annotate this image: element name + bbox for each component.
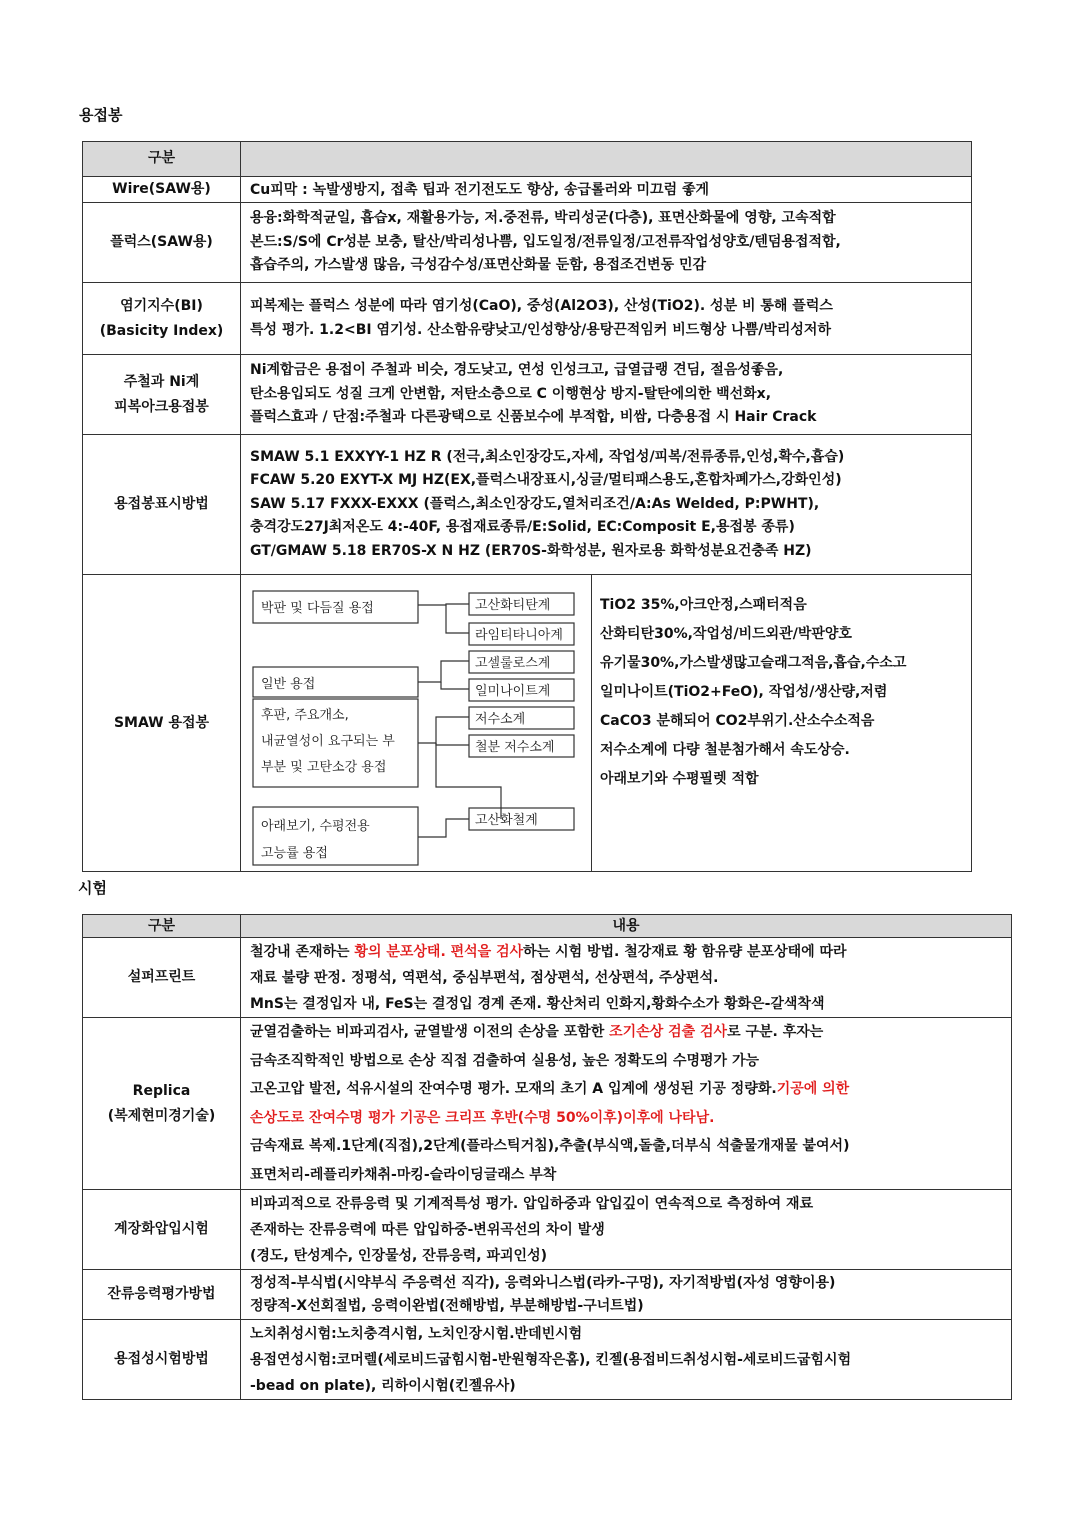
content-text: 재료 불량 판정. 정평석, 역편석, 중심부편석, 점상편석, 선상편석, 주상편석. <box>250 969 719 986</box>
content-line: 피복제는 플럭스 성분에 따라 염기성(CaO), 중성(Al2O3), 산성(TiO2). 성분 비 통해 플럭스 <box>250 298 833 314</box>
content-line <box>250 1373 1002 1399</box>
content-text: 표면처리-레플리카채취-마킹-슬라이딩글래스 부착 <box>250 1166 557 1183</box>
content-line <box>250 1132 1002 1161</box>
row-category <box>83 1018 241 1190</box>
sketch-label: 고능률 용접 <box>261 846 328 861</box>
row-category <box>83 203 241 283</box>
category-text: 피복아크용접봉 <box>114 398 209 415</box>
content-line <box>250 1272 1002 1295</box>
content-text: 금속조직학적인 방법으로 손상 직접 검출하여 실용성, 높은 정확도의 수명평가 가능 <box>250 1052 759 1069</box>
sketch-connector <box>441 682 469 689</box>
row-category <box>83 1270 241 1320</box>
content-line <box>250 1075 1002 1104</box>
table-row <box>83 355 972 435</box>
row-category <box>83 355 241 435</box>
highlight-text: 기공에 의한 <box>776 1081 850 1097</box>
content-line <box>250 965 1002 991</box>
row-content <box>241 355 972 435</box>
content-text: MnS는 결정입자 내, FeS는 결정입 경계 존재. 황산처리 인화지,황화수소가 황화은-갈색착색 <box>250 995 825 1012</box>
electrode-classification-sketch <box>241 575 591 871</box>
sketch-label: 부분 및 고탄소강 용접 <box>261 760 387 775</box>
content-line <box>250 1243 1002 1269</box>
content-line <box>250 1217 1002 1243</box>
content-line: 용융:화학적균일, 흡습x, 재활용가능, 저.중전류, 박리성굳(다층), 표면산화물에 영향, 고속적합 <box>250 210 836 227</box>
row-content <box>241 1018 1012 1190</box>
sketch-label: 일반 용접 <box>261 677 316 692</box>
table-row <box>83 177 972 203</box>
row-category <box>83 938 241 1018</box>
content-line: 특성 평가. 1.2<BI 염기성. 산소함유량낮고/인성향상/용탕끈적임커 비드형상 나쁨/박리성저하 <box>250 321 831 338</box>
row-content <box>241 203 972 283</box>
category-text: 계장화압입시험 <box>114 1221 209 1237</box>
note-line: 아래보기와 수평필렛 적합 <box>600 771 759 787</box>
content-line: SAW 5.17 FXXX-EXXX (플럭스,최소인장강도,열처리조건/A:As Welded, P:PWHT), <box>250 495 820 512</box>
sketch-connector <box>418 819 469 837</box>
content-text: 로 구분. 후자는 <box>727 1024 824 1040</box>
sketch-label: 고산화철계 <box>475 813 538 828</box>
content-line: 충격강도27J최저온도 4:-40F, 용접재료종류/E:Solid, EC:Composit E,용접봉 종류) <box>250 519 795 536</box>
category-text: 플럭스(SAW용) <box>110 234 213 250</box>
content-line: Cu피막 : 녹발생방지, 접촉 팁과 전기전도도 향상, 송급롤러와 미끄럼 좋게 <box>250 181 710 198</box>
category-text: 염기지수(BI) <box>120 297 203 314</box>
sketch-connector <box>418 717 469 743</box>
content-line: FCAW 5.20 EXYT-X MJ HZ(EX,플럭스내장표시,싱글/멀티패스용도,혼합차폐가스,강화인성) <box>250 472 842 489</box>
row-category <box>83 1190 241 1270</box>
table-header <box>83 915 1012 938</box>
content-line: Ni계합금은 용접이 주철과 비슷, 경도낮고, 연성 인성크고, 급열급랭 견딤, 절음성좋음, <box>250 362 784 379</box>
content-text: -bead on plate), 리하이시험(킨젤유사) <box>250 1377 516 1394</box>
sketch-label: 고셀룰로스계 <box>475 656 551 671</box>
table-row <box>83 1320 1012 1400</box>
note-line: TiO2 35%,아크안정,스패터적음 <box>600 597 807 613</box>
content-line: SMAW 5.1 EXXYY-1 HZ R (전극,최소인장강도,자세, 작업성/피복/전류종류,인성,확수,흡습) <box>250 448 845 465</box>
sketch-label: 후판, 주요개소, <box>261 708 349 723</box>
sketch-label: 고산화티탄계 <box>475 598 551 613</box>
content-text: 비파괴적으로 잔류응력 및 기계적특성 평가. 압입하중과 압입깊이 연속적으로 측정하여 재료 <box>250 1195 814 1212</box>
highlight-text: 황의 분포상태. 편석을 검사 <box>354 943 524 960</box>
content-line: 탄소용입되도 성질 크게 안변함, 저탄소층으로 C 이행현상 방지-탈탄에의한 백선화x, <box>250 385 772 402</box>
header-content <box>241 142 972 177</box>
header-category: 구분 <box>83 915 241 938</box>
category-text: 용접성시험방법 <box>114 1351 209 1367</box>
smaw-content <box>241 575 971 871</box>
content-line <box>250 1018 1002 1047</box>
row-content <box>241 938 1012 1018</box>
header-category: 구분 <box>83 142 241 177</box>
sketch-connector <box>436 743 469 745</box>
handwritten-sketch <box>241 575 592 871</box>
category-text: 용접봉표시방법 <box>114 496 209 512</box>
content-text: 용접연성시험:코머렐(세로비드굽힘시험-반원형작은홈), 킨젤(용접비드취성시험-세로비드굽힘시험 <box>250 1351 852 1368</box>
content-text: 노치취성시험:노치충격시험, 노치인장시험.반데빈시험 <box>250 1325 583 1342</box>
category-text: 설퍼프린트 <box>127 969 196 985</box>
row-category <box>83 283 241 355</box>
sketch-label: 아래보기, 수평전용 <box>261 819 370 834</box>
table-row <box>83 938 1012 1018</box>
row-content <box>241 1270 1012 1320</box>
content-line <box>250 1104 1002 1133</box>
row-category <box>83 1320 241 1400</box>
note-line: 일미나이트(TiO2+FeO), 작업성/생산량,저렴 <box>600 684 888 700</box>
content-line <box>250 1321 1002 1347</box>
row-category: SMAW 용접봉 <box>83 575 241 872</box>
content-text: 균열검출하는 비파괴검사, 균열발생 이전의 손상을 포함한 <box>250 1024 610 1040</box>
smaw-notes <box>592 575 914 871</box>
sketch-label: 저수소계 <box>475 712 526 727</box>
content-line: 흡습주의, 가스발생 많음, 극성감수성/표면산화물 둔함, 용접조건변동 민감 <box>250 257 707 274</box>
table-row <box>83 1190 1012 1270</box>
content-line <box>250 1047 1002 1076</box>
content-line <box>250 1347 1002 1373</box>
row-content <box>241 435 972 575</box>
note-line: 저수소계에 다량 철분첨가해서 속도상승. <box>600 742 850 758</box>
table-row <box>83 435 972 575</box>
content-line: GT/GMAW 5.18 ER70S-X N HZ (ER70S-화학성분, 원자로용 화학성분요건충족 HZ) <box>250 542 812 559</box>
table-row <box>83 1018 1012 1190</box>
row-category <box>83 435 241 575</box>
content-text: 철강내 존재하는 <box>250 943 355 960</box>
note-line: 유기물30%,가스발생많고슬래그적음,흡습,수소고 <box>600 655 907 671</box>
table-header <box>83 142 972 177</box>
category-text: 잔류응력평가방법 <box>107 1286 216 1302</box>
category-text: 주철과 Ni계 <box>123 373 200 390</box>
row-content <box>241 575 972 872</box>
sketch-label: 라임티타니아계 <box>475 628 563 643</box>
content-line <box>250 1295 1002 1318</box>
note-line: 산화티탄30%,작업성/비드외관/박판양호 <box>600 626 852 642</box>
content-line <box>250 1191 1002 1217</box>
sketch-label: 박판 및 다듬질 용접 <box>261 601 374 616</box>
sketch-label: 철분 저수소계 <box>475 740 555 755</box>
category-text: (복제현미경기술) <box>107 1107 216 1124</box>
sketch-connector <box>418 604 469 605</box>
row-content <box>241 177 972 203</box>
content-text: 정량적-X선회절법, 응력이완법(전해방법, 부분해방법-구너트법) <box>250 1297 644 1314</box>
row-category <box>83 177 241 203</box>
sketch-connector <box>418 661 469 682</box>
welding-rod-table <box>82 141 972 872</box>
content-text: 금속재료 복제.1단계(직접),2단계(플라스틱거침),추출(부식액,돌출,더부식 석출물개재물 붙여서) <box>250 1138 850 1154</box>
content-line: 플럭스효과 / 단점:주철과 다른광택으로 신품보수에 부적합, 비쌈, 다층용접 시 Hair Crack <box>250 409 817 426</box>
sketch-label: 일미나이트계 <box>475 684 551 699</box>
content-line <box>250 939 1002 965</box>
content-text: 정성적-부식법(시약부식 주응력선 직각), 응력와니스법(라카-구멍), 자기적방법(자성 영향이용) <box>250 1274 836 1291</box>
section-title-welding-rod: 용접봉 <box>79 106 123 124</box>
content-line <box>250 1161 1002 1190</box>
content-text: 존재하는 잔류응력에 따른 압입하중-변위곡선의 차이 발생 <box>250 1221 605 1238</box>
category-text: Wire(SAW용) <box>112 181 211 197</box>
table-row-smaw <box>83 575 972 872</box>
category-text: Replica <box>132 1082 191 1099</box>
content-text: 하는 시험 방법. 철강재료 황 함유량 분포상태에 따라 <box>523 943 847 960</box>
row-content <box>241 1190 1012 1270</box>
sketch-connector <box>446 605 469 633</box>
content-text: 고온고압 발전, 석유시설의 잔여수명 평가. 모재의 초기 A 입계에 생성된 기공 정량화. <box>250 1081 777 1097</box>
note-line: CaCO3 분해되어 CO2부위기.산소수소적음 <box>600 713 875 729</box>
table-row <box>83 1270 1012 1320</box>
row-content <box>241 283 972 355</box>
highlight-text: 손상도로 잔여수명 평가 기공은 크리프 후반(수명 50%이후)이후에 나타남. <box>250 1109 715 1126</box>
row-content <box>241 1320 1012 1400</box>
content-line <box>250 991 1002 1017</box>
highlight-text: 조기손상 검출 검사 <box>609 1024 728 1040</box>
sketch-label: 내균열성이 요구되는 부 <box>261 734 395 749</box>
header-content: 내용 <box>241 915 1012 938</box>
table-row <box>83 283 972 355</box>
content-line: 본드:S/S에 Cr성분 보충, 탈산/박리성나쁨, 입도일정/전류일정/고전류작업성양호/텐덤용접적합, <box>250 233 841 250</box>
section-title-test: 시험 <box>78 879 107 897</box>
table-row <box>83 203 972 283</box>
content-text: (경도, 탄성계수, 인장물성, 잔류응력, 파괴인성) <box>250 1247 547 1264</box>
test-table <box>82 914 1012 1400</box>
category-text: (Basicity Index) <box>99 322 224 339</box>
